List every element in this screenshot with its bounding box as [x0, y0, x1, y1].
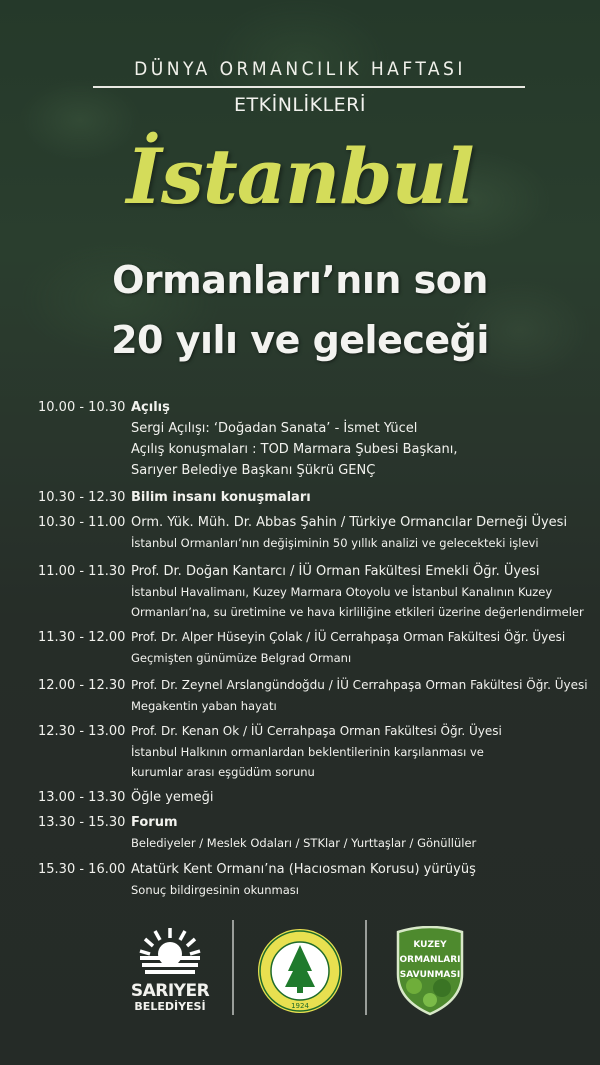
schedule-title: Prof. Dr. Zeynel Arslangündoğdu / İÜ Cerrahpaşa Orman Fakültesi Öğr. Üyesi	[131, 678, 588, 692]
logo-divider	[232, 920, 234, 1015]
schedule-title: Prof. Dr. Doğan Kantarcı / İÜ Orman Fakültesi Emekli Öğr. Üyesi	[131, 564, 540, 579]
sariyer-subtitle: BELEDİYESİ	[134, 1000, 206, 1013]
subtitle-line-1: Ormanları’nın son	[112, 258, 488, 302]
schedule-detail: kurumlar arası eşgüdüm sorunu	[131, 765, 315, 779]
schedule-title: Prof. Dr. Alper Hüseyin Çolak / İÜ Cerrahpaşa Orman Fakültesi Öğr. Üyesi	[131, 630, 566, 644]
schedule-title: Atatürk Kent Ormanı’na (Hacıosman Korusu) yürüyüş	[131, 862, 476, 877]
schedule-time: 11.00 - 11.30	[38, 564, 126, 579]
schedule-title: Öğle yemeği	[131, 790, 214, 805]
schedule-title: Açılış	[131, 400, 170, 415]
subtitle-line-2: 20 yılı ve geleceği	[111, 318, 489, 362]
schedule-detail: Sonuç bildirgesinin okunması	[131, 883, 299, 897]
kuzey-line-1: KUZEY	[413, 940, 447, 950]
tree-emblem-icon	[256, 927, 344, 1015]
tod-year: 1924	[291, 1002, 309, 1010]
schedule-detail: Ormanları’na, su üretimine ve hava kirliliğine etkileri üzerine değerlendirmeler	[131, 605, 584, 619]
schedule-title: Forum	[131, 815, 178, 830]
turkiye-ormancilar-dernegi-logo	[256, 927, 344, 1015]
sariyer-name: SARIYER	[130, 981, 210, 1001]
schedule-time: 12.00 - 12.30	[38, 678, 126, 693]
sun-sea-icon	[130, 926, 210, 978]
schedule-detail: Belediyeler / Meslek Odaları / STKlar / Yurttaşlar / Gönüllüler	[131, 836, 477, 850]
kuzey-ormanlari-savunmasi-logo	[392, 926, 468, 1016]
schedule-time: 12.30 - 13.00	[38, 724, 126, 739]
schedule-detail: Megakentin yaban hayatı	[131, 699, 277, 713]
schedule-time: 10.30 - 11.00	[38, 515, 126, 530]
schedule-title: Prof. Dr. Kenan Ok / İÜ Cerrahpaşa Orman Fakültesi Öğr. Üyesi	[131, 724, 502, 738]
schedule-detail: İstanbul Halkının ormanlardan beklentilerinin karşılanması ve	[131, 745, 484, 759]
schedule-title: Orm. Yük. Müh. Dr. Abbas Şahin / Türkiye Ormancılar Derneği Üyesi	[131, 515, 568, 530]
schedule-time: 10.00 - 10.30	[38, 400, 126, 415]
logo-divider	[365, 920, 367, 1015]
schedule-detail: Sergi Açılışı: ‘Doğadan Sanata’ - İsmet Yücel	[131, 421, 418, 436]
sariyer-belediyesi-logo	[130, 926, 210, 1012]
schedule-time: 10.30 - 12.30	[38, 490, 126, 505]
event-kicker-sub: ETKİNLİKLERİ	[234, 94, 366, 116]
schedule-detail: İstanbul Ormanları’nın değişiminin 50 yıllık analizi ve gelecekteki işlevi	[131, 536, 539, 550]
kuzey-line-2: ORMANLARI	[399, 955, 461, 965]
schedule-detail: Açılış konuşmaları : TOD Marmara Şubesi Başkanı,	[131, 442, 458, 457]
schedule-time: 11.30 - 12.00	[38, 630, 126, 645]
schedule-title: Bilim insanı konuşmaları	[131, 490, 311, 505]
event-kicker: DÜNYA ORMANCILIK HAFTASI	[134, 58, 466, 80]
schedule-detail: Sarıyer Belediye Başkanı Şükrü GENÇ	[131, 463, 376, 478]
schedule-time: 15.30 - 16.00	[38, 862, 126, 877]
schedule-time: 13.30 - 15.30	[38, 815, 126, 830]
schedule-detail: İstanbul Havalimanı, Kuzey Marmara Otoyolu ve İstanbul Kanalının Kuzey	[131, 585, 553, 599]
schedule-detail: Geçmişten günümüze Belgrad Ormanı	[131, 651, 352, 665]
header-divider	[93, 86, 525, 88]
kuzey-line-3: SAVUNMASI	[399, 970, 461, 980]
page-title: İstanbul	[126, 132, 474, 221]
schedule-time: 13.00 - 13.30	[38, 790, 126, 805]
